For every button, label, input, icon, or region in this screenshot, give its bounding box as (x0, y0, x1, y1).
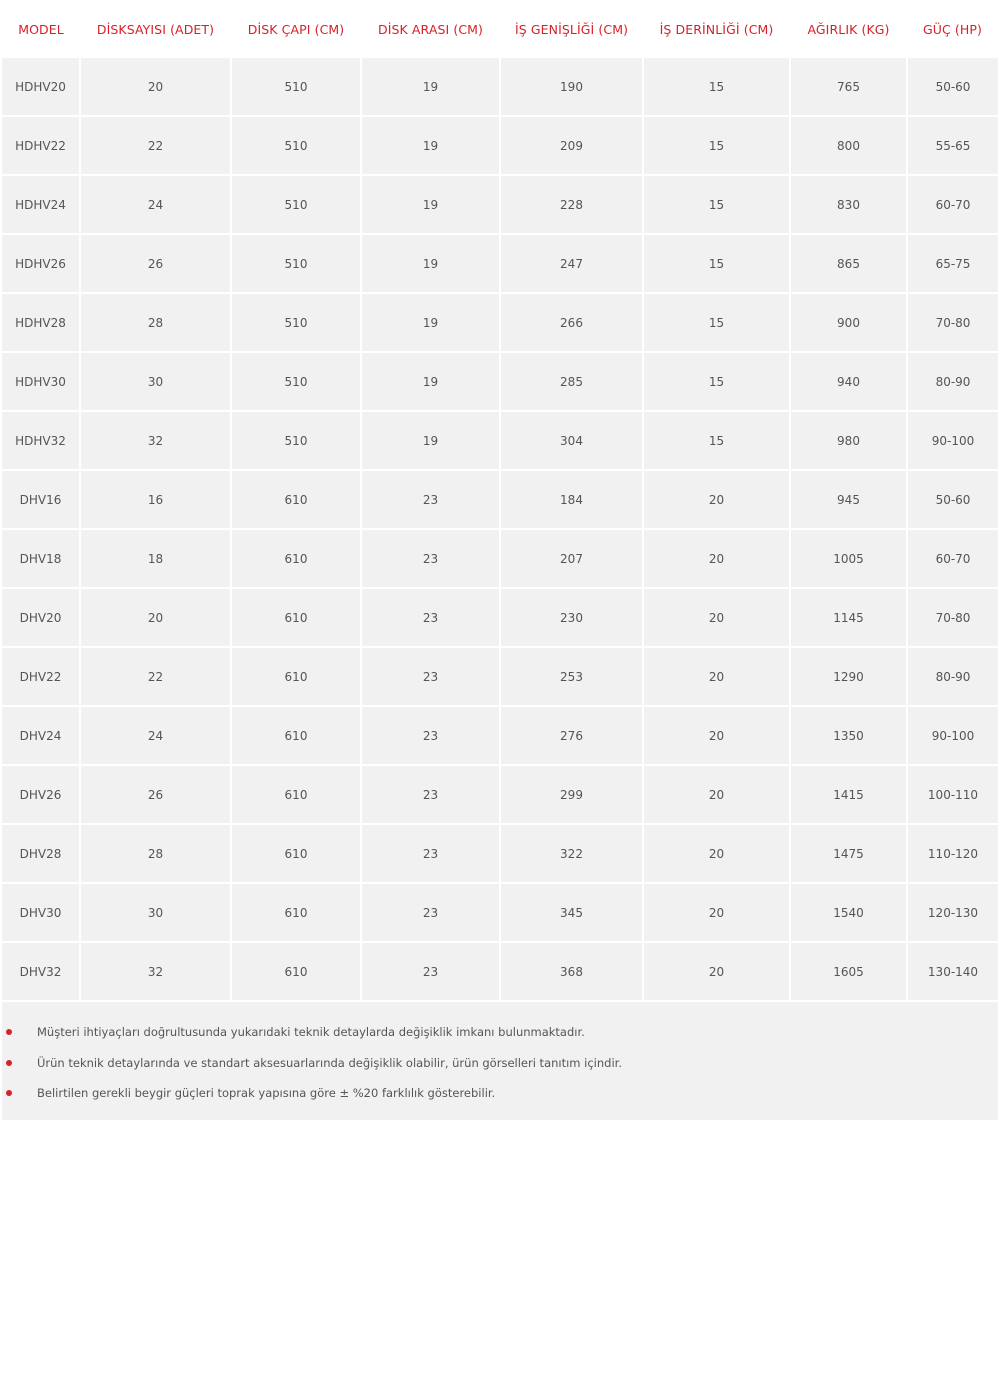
cell-power: 130-140 (907, 942, 998, 1001)
table-row (2, 647, 998, 706)
cell-disk-count: 22 (80, 647, 231, 706)
column-header-model: MODEL (2, 0, 80, 58)
cell-weight: 1145 (790, 588, 907, 647)
cell-disk-count: 32 (80, 411, 231, 470)
cell-working-width: 253 (500, 647, 643, 706)
cell-disk-diameter: 610 (231, 824, 361, 883)
table-row (2, 883, 998, 942)
cell-working-depth: 20 (643, 470, 790, 529)
cell-working-width: 190 (500, 58, 643, 116)
cell-disk-spacing: 19 (361, 58, 500, 116)
table-row (2, 293, 998, 352)
cell-working-depth: 20 (643, 883, 790, 942)
cell-power: 100-110 (907, 765, 998, 824)
cell-disk-spacing: 23 (361, 824, 500, 883)
cell-disk-spacing: 19 (361, 293, 500, 352)
cell-model: HDHV22 (2, 116, 80, 175)
column-header-disk-spacing: DİSK ARASI (CM) (361, 0, 500, 58)
cell-working-depth: 15 (643, 234, 790, 293)
cell-model: HDHV28 (2, 293, 80, 352)
table-row (2, 470, 998, 529)
cell-weight: 830 (790, 175, 907, 234)
table-row (2, 765, 998, 824)
cell-disk-spacing: 23 (361, 765, 500, 824)
cell-working-depth: 20 (643, 765, 790, 824)
cell-working-width: 266 (500, 293, 643, 352)
cell-disk-spacing: 19 (361, 116, 500, 175)
table-row (2, 58, 998, 116)
cell-working-depth: 15 (643, 116, 790, 175)
cell-model: DHV26 (2, 765, 80, 824)
note-text: Müşteri ihtiyaçları doğrultusunda yukarıdaki teknik detaylarda değişiklik imkanı bulunmaktadır. (37, 1025, 585, 1039)
cell-working-width: 230 (500, 588, 643, 647)
cell-power: 50-60 (907, 58, 998, 116)
cell-power: 110-120 (907, 824, 998, 883)
table-body (2, 58, 998, 1001)
cell-working-width: 285 (500, 352, 643, 411)
cell-disk-spacing: 23 (361, 942, 500, 1001)
cell-disk-spacing: 23 (361, 647, 500, 706)
cell-working-width: 228 (500, 175, 643, 234)
cell-weight: 1290 (790, 647, 907, 706)
cell-disk-count: 28 (80, 824, 231, 883)
table-row (2, 352, 998, 411)
cell-model: DHV32 (2, 942, 80, 1001)
column-header-working-width: İŞ GENİŞLİĞİ (CM) (500, 0, 643, 58)
cell-disk-count: 28 (80, 293, 231, 352)
cell-disk-diameter: 610 (231, 765, 361, 824)
cell-working-width: 299 (500, 765, 643, 824)
cell-working-width: 345 (500, 883, 643, 942)
cell-disk-spacing: 19 (361, 234, 500, 293)
cell-working-depth: 15 (643, 293, 790, 352)
cell-model: DHV28 (2, 824, 80, 883)
cell-model: HDHV26 (2, 234, 80, 293)
cell-power: 50-60 (907, 470, 998, 529)
cell-power: 80-90 (907, 647, 998, 706)
table-row (2, 529, 998, 588)
cell-disk-count: 30 (80, 352, 231, 411)
cell-disk-count: 30 (80, 883, 231, 942)
cell-power: 70-80 (907, 588, 998, 647)
cell-disk-spacing: 23 (361, 529, 500, 588)
cell-disk-diameter: 610 (231, 942, 361, 1001)
cell-disk-count: 24 (80, 706, 231, 765)
cell-working-depth: 15 (643, 58, 790, 116)
cell-disk-diameter: 610 (231, 706, 361, 765)
cell-working-depth: 20 (643, 588, 790, 647)
spec-table-container (2, 0, 998, 1120)
column-header-working-depth: İŞ DERİNLİĞİ (CM) (643, 0, 790, 58)
cell-weight: 940 (790, 352, 907, 411)
cell-disk-count: 24 (80, 175, 231, 234)
cell-working-width: 209 (500, 116, 643, 175)
cell-disk-diameter: 610 (231, 883, 361, 942)
cell-disk-count: 16 (80, 470, 231, 529)
table-row (2, 411, 998, 470)
cell-power: 90-100 (907, 411, 998, 470)
cell-model: DHV18 (2, 529, 80, 588)
cell-disk-diameter: 610 (231, 470, 361, 529)
column-header-disk-diameter: DİSK ÇAPI (CM) (231, 0, 361, 58)
cell-model: DHV30 (2, 883, 80, 942)
cell-disk-count: 20 (80, 58, 231, 116)
cell-working-depth: 20 (643, 824, 790, 883)
cell-disk-count: 26 (80, 765, 231, 824)
cell-power: 60-70 (907, 175, 998, 234)
note-text: Ürün teknik detaylarında ve standart aksesuarlarında değişiklik olabilir, ürün görselleri tanıtım içindir. (37, 1055, 622, 1070)
cell-power: 55-65 (907, 116, 998, 175)
cell-weight: 1415 (790, 765, 907, 824)
cell-working-width: 322 (500, 824, 643, 883)
table-row (2, 706, 998, 765)
cell-disk-diameter: 510 (231, 175, 361, 234)
cell-disk-spacing: 23 (361, 588, 500, 647)
bullet-icon (6, 1090, 12, 1096)
cell-disk-spacing: 23 (361, 470, 500, 529)
cell-disk-spacing: 19 (361, 352, 500, 411)
cell-disk-diameter: 510 (231, 411, 361, 470)
cell-disk-diameter: 510 (231, 116, 361, 175)
cell-weight: 1005 (790, 529, 907, 588)
cell-disk-count: 32 (80, 942, 231, 1001)
cell-power: 90-100 (907, 706, 998, 765)
cell-working-depth: 20 (643, 706, 790, 765)
table-row (2, 588, 998, 647)
cell-working-width: 184 (500, 470, 643, 529)
cell-disk-diameter: 610 (231, 529, 361, 588)
cell-working-depth: 15 (643, 352, 790, 411)
cell-weight: 900 (790, 293, 907, 352)
cell-model: HDHV20 (2, 58, 80, 116)
table-row (2, 116, 998, 175)
column-header-weight: AĞIRLIK (KG) (790, 0, 907, 58)
cell-model: DHV22 (2, 647, 80, 706)
table-row (2, 824, 998, 883)
cell-model: HDHV30 (2, 352, 80, 411)
column-header-disk-count: DİSKSAYISI (ADET) (80, 0, 231, 58)
cell-working-depth: 20 (643, 529, 790, 588)
cell-weight: 980 (790, 411, 907, 470)
note-item (2, 1078, 998, 1109)
note-text: Belirtilen gerekli beygir güçleri toprak yapısına göre ± %20 farklılık gösterebilir. (37, 1086, 496, 1100)
cell-working-width: 207 (500, 529, 643, 588)
cell-power: 70-80 (907, 293, 998, 352)
cell-weight: 1605 (790, 942, 907, 1001)
cell-weight: 800 (790, 116, 907, 175)
cell-working-depth: 20 (643, 942, 790, 1001)
cell-working-width: 304 (500, 411, 643, 470)
cell-weight: 945 (790, 470, 907, 529)
cell-weight: 1475 (790, 824, 907, 883)
cell-disk-count: 26 (80, 234, 231, 293)
cell-disk-count: 22 (80, 116, 231, 175)
note-item (2, 1017, 998, 1048)
cell-weight: 865 (790, 234, 907, 293)
cell-disk-count: 20 (80, 588, 231, 647)
cell-weight: 1350 (790, 706, 907, 765)
cell-power: 80-90 (907, 352, 998, 411)
cell-disk-diameter: 510 (231, 352, 361, 411)
cell-working-width: 368 (500, 942, 643, 1001)
cell-model: DHV20 (2, 588, 80, 647)
cell-disk-spacing: 19 (361, 411, 500, 470)
cell-disk-diameter: 510 (231, 58, 361, 116)
cell-disk-diameter: 510 (231, 293, 361, 352)
cell-disk-diameter: 510 (231, 234, 361, 293)
table-header-row (2, 0, 998, 58)
cell-model: HDHV24 (2, 175, 80, 234)
cell-disk-spacing: 19 (361, 175, 500, 234)
cell-working-width: 247 (500, 234, 643, 293)
cell-model: HDHV32 (2, 411, 80, 470)
cell-weight: 765 (790, 58, 907, 116)
spec-table (2, 0, 998, 1002)
bullet-icon (6, 1029, 12, 1035)
cell-weight: 1540 (790, 883, 907, 942)
cell-model: DHV16 (2, 470, 80, 529)
table-row (2, 234, 998, 293)
cell-disk-diameter: 610 (231, 647, 361, 706)
cell-disk-spacing: 23 (361, 883, 500, 942)
column-header-power: GÜÇ (HP) (907, 0, 998, 58)
cell-working-depth: 20 (643, 647, 790, 706)
cell-power: 60-70 (907, 529, 998, 588)
bullet-icon (6, 1060, 12, 1066)
notes-section (2, 1002, 998, 1120)
note-item (2, 1048, 998, 1079)
cell-disk-spacing: 23 (361, 706, 500, 765)
table-row (2, 175, 998, 234)
cell-disk-count: 18 (80, 529, 231, 588)
cell-working-depth: 15 (643, 175, 790, 234)
table-row (2, 942, 998, 1001)
cell-disk-diameter: 610 (231, 588, 361, 647)
cell-working-width: 276 (500, 706, 643, 765)
cell-model: DHV24 (2, 706, 80, 765)
cell-working-depth: 15 (643, 411, 790, 470)
cell-power: 65-75 (907, 234, 998, 293)
cell-power: 120-130 (907, 883, 998, 942)
